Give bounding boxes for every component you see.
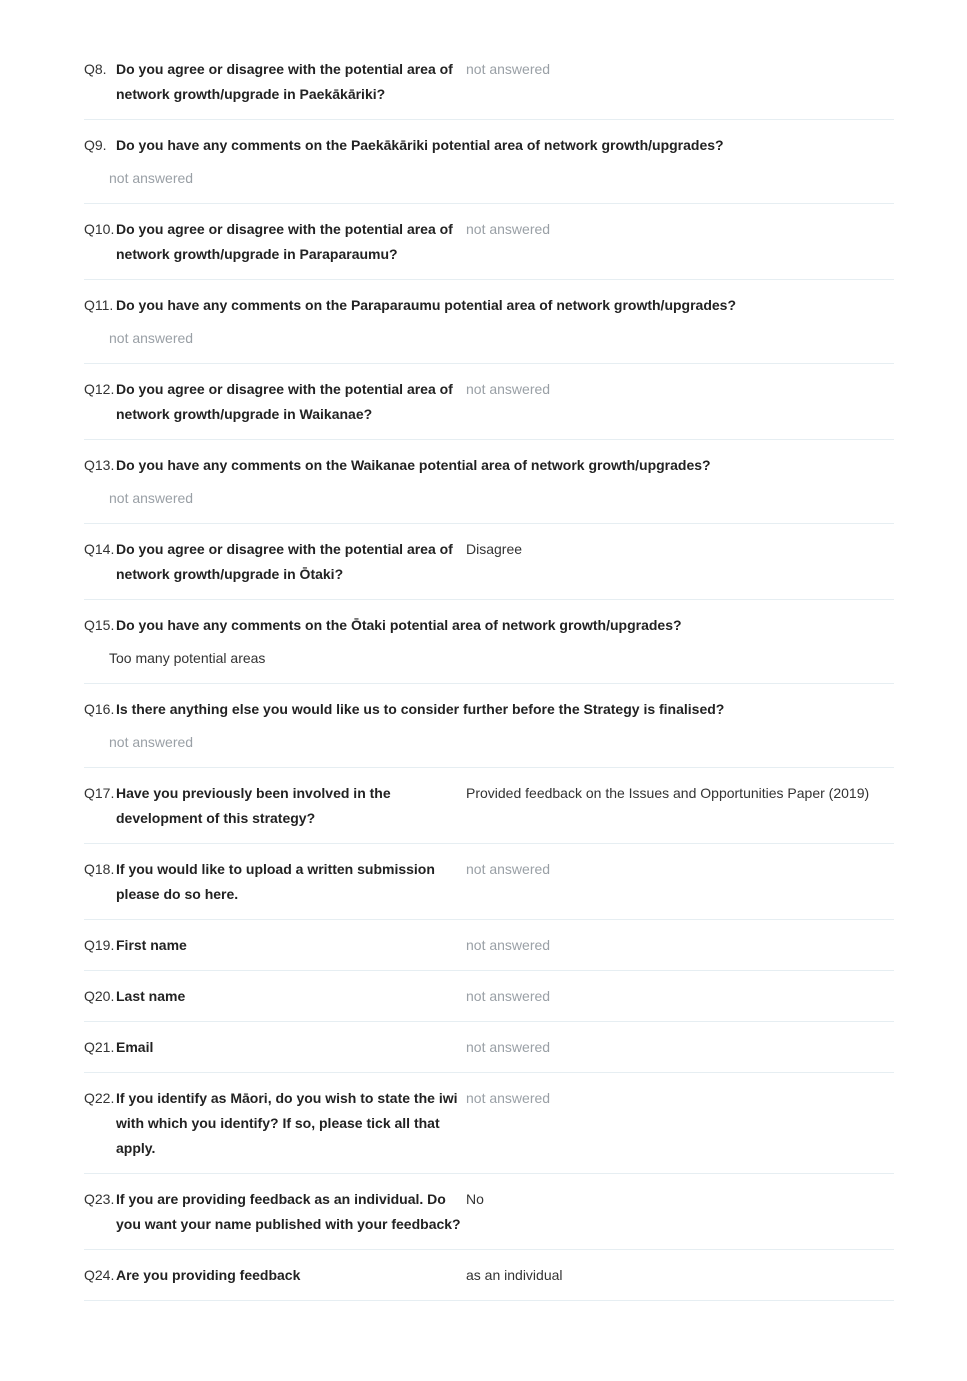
answer-text: not answered [466, 988, 551, 1004]
answer-text: Disagree [466, 541, 523, 557]
question-text: Last name [116, 988, 186, 1004]
question-number: Q16. [84, 701, 115, 717]
answer-text: not answered [466, 1039, 551, 1055]
question-text: Do you agree or disagree with the potential area of network growth/upgrade in Waikanae? [116, 381, 453, 422]
question-row-q22 [84, 1073, 894, 1174]
question-text: First name [116, 937, 187, 953]
answer-text: not answered [109, 734, 194, 750]
question-row-q21 [84, 1022, 894, 1073]
question-text: If you would like to upload a written submission please do so here. [116, 861, 435, 902]
question-row-q11 [84, 280, 894, 364]
question-text: Do you agree or disagree with the potential area of network growth/upgrade in Paekākāriki? [116, 61, 453, 102]
question-row-q20 [84, 971, 894, 1022]
question-row-q9 [84, 120, 894, 204]
question-text: Do you have any comments on the Paekākāriki potential area of network growth/upgrades? [116, 137, 724, 153]
question-number: Q8. [84, 61, 107, 77]
question-text: Have you previously been involved in the development of this strategy? [116, 785, 391, 826]
question-row-q23 [84, 1174, 894, 1250]
answer-text: Too many potential areas [109, 650, 266, 666]
question-number: Q14. [84, 541, 115, 557]
answer-text: Provided feedback on the Issues and Opportunities Paper (2019) [466, 785, 870, 801]
question-number: Q24. [84, 1267, 115, 1283]
question-row-q16 [84, 684, 894, 768]
answer-text: not answered [466, 221, 551, 237]
question-row-q18 [84, 844, 894, 920]
question-row-q8 [84, 44, 894, 120]
answer-text: not answered [466, 1090, 551, 1106]
question-text: Email [116, 1039, 154, 1055]
question-row-q12 [84, 364, 894, 440]
question-row-q13 [84, 440, 894, 524]
answer-text: not answered [109, 330, 194, 346]
answer-text: not answered [466, 937, 551, 953]
question-text: Are you providing feedback [116, 1267, 301, 1283]
question-row-q19 [84, 920, 894, 971]
question-number: Q11. [84, 297, 114, 313]
question-text: Do you agree or disagree with the potential area of network growth/upgrade in Ōtaki? [116, 541, 453, 582]
question-text: Is there anything else you would like us to consider further before the Strategy is finalised? [116, 701, 725, 717]
question-number: Q17. [84, 785, 115, 801]
answer-text: not answered [109, 170, 194, 186]
question-number: Q23. [84, 1191, 115, 1207]
answer-text: No [466, 1191, 484, 1207]
question-number: Q15. [84, 617, 115, 633]
question-row-q10 [84, 204, 894, 280]
question-text: Do you have any comments on the Ōtaki potential area of network growth/upgrades? [116, 617, 682, 633]
question-row-q14 [84, 524, 894, 600]
question-number: Q10. [84, 221, 115, 237]
question-number: Q22. [84, 1090, 115, 1106]
question-number: Q20. [84, 988, 115, 1004]
question-text: If you identify as Māori, do you wish to state the iwi with which you identify? If so, please tick all that apply. [116, 1090, 458, 1156]
question-text: Do you agree or disagree with the potential area of network growth/upgrade in Paraparaumu? [116, 221, 453, 262]
question-row-q15 [84, 600, 894, 684]
survey-response-list [84, 44, 894, 1301]
question-number: Q12. [84, 381, 115, 397]
question-number: Q21. [84, 1039, 115, 1055]
answer-text: not answered [466, 381, 551, 397]
question-number: Q13. [84, 457, 115, 473]
question-text: Do you have any comments on the Waikanae potential area of network growth/upgrades? [116, 457, 711, 473]
answer-text: not answered [109, 490, 194, 506]
question-number: Q18. [84, 861, 115, 877]
question-text: If you are providing feedback as an individual. Do you want your name published with your feedback? [116, 1191, 461, 1232]
question-text: Do you have any comments on the Paraparaumu potential area of network growth/upgrades? [116, 297, 737, 313]
question-number: Q9. [84, 137, 107, 153]
answer-text: not answered [466, 861, 551, 877]
question-number: Q19. [84, 937, 115, 953]
answer-text: not answered [466, 61, 551, 77]
answer-text: as an individual [466, 1267, 563, 1283]
question-row-q17 [84, 768, 894, 844]
question-row-q24 [84, 1250, 894, 1301]
